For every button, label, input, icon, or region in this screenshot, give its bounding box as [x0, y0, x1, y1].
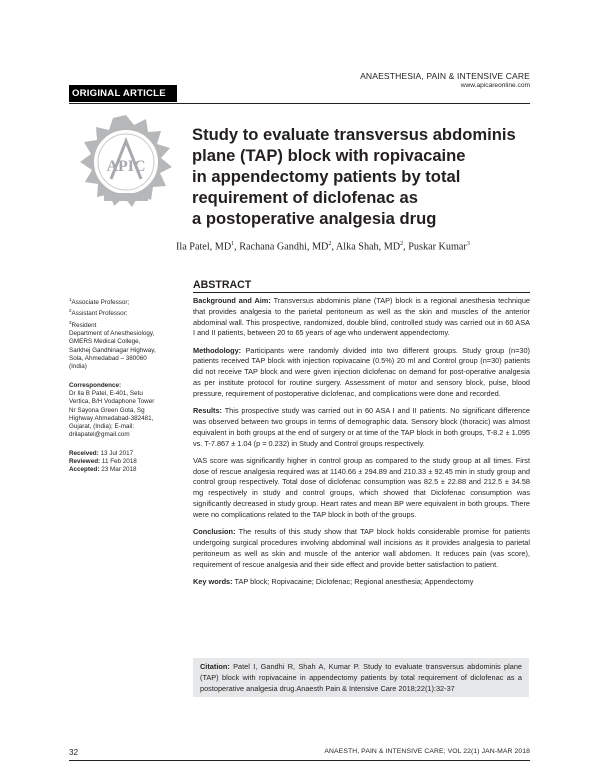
abstract-heading: ABSTRACT — [193, 279, 252, 291]
abstract-conclusion: Conclusion: The results of this study show that TAP block holds considerable promise for patients undergoing surgical procedures involving abdominal wall incisions as it provides analgesia to parietal peritoneum as well as skin and muscle of the anterior wall abdomen. It reduces pain (vas score), requirement of rescue analgesia and their side effect and provide better satisfaction to patient. — [193, 527, 530, 569]
correspondence-line: Highway Ahmedabad-382481, — [69, 414, 154, 422]
affiliation-line: $^1$Associate Professor; — [69, 297, 130, 307]
footer-rule — [69, 760, 530, 761]
department-line: Sola, Ahmedabad – 380060 — [69, 355, 147, 363]
department-line: (India) — [69, 363, 87, 371]
author-name: Alka Shah, MD — [335, 241, 401, 253]
logo-text: APIC — [106, 158, 146, 175]
author-affiliation-mark: 2 — [328, 241, 332, 247]
department-line: Department of Anesthesiology, — [69, 330, 155, 338]
citation-text: Patel I, Gandhi R, Shah A, Kumar P. Study to evaluate transversus abdominis plane (TAP) block with ropivacaine in appendectomy patients by total requirement of diclofenac as a postoperative analgesia drug.Anaesth Pain & Intensive Care 2018;22(1):32-37 — [200, 662, 522, 693]
abstract-body — [193, 296, 530, 594]
citation-box — [193, 658, 529, 697]
date-line: Accepted: 23 Mar 2018 — [69, 466, 137, 474]
abstract-results: Results: This prospective study was carried out in 60 ASA I and II patients. No significant difference was observed between two groups in terms of demographic data. Sensory block (thoracic) was almost equivalent in both groups at the end of surgery or at time of the TAP block in both groups, T-8.2 ± 1.095 vs. T-7.867 ± 1.04 (p = 0.232) in Study and Control groups respectively. — [193, 406, 530, 448]
page-number: 32 — [69, 748, 79, 757]
correspondence-label: Correspondence: — [69, 381, 122, 389]
citation-label: Citation: — [200, 662, 230, 671]
article-title — [192, 124, 537, 229]
correspondence-line: Nr Sayona Green Gota, Sg — [69, 406, 145, 414]
journal-name: ANAESTHESIA, PAIN & INTENSIVE CARE — [360, 71, 530, 81]
abstract-methodology: Methodology: Participants were randomly divided into two different groups. Study group (n=30) patients received TAP block with injection ropivacaine (0.5%) 20 ml and Control group (n=30) patients did not receive TAP block and were given injection diclofenac on demand for post-operative analgesia as per institute protocol for routine surgery. Assessment of motor and sensory block, pulse, blood pressure, requirement of postoperative diclofenac, and complications were done and recorded. — [193, 345, 530, 398]
title-line: Study to evaluate transversus abdominis — [192, 125, 516, 144]
correspondence-line: Gujarat, (India); E-mail: — [69, 423, 135, 431]
apic-seal-logo — [76, 113, 176, 213]
title-line: plane (TAP) block with ropivacaine — [192, 146, 466, 165]
correspondence-line: Dr Ila B Patel, E-401, Setu — [69, 389, 143, 397]
abstract-keywords: Key words: TAP block; Ropivacaine; Diclofenac; Regional anesthesia; Appendectomy — [193, 576, 474, 586]
correspondence-email[interactable]: drilapatel@gmail.com — [69, 431, 130, 439]
title-line: a postoperative analgesia drug — [192, 209, 437, 228]
department-line: GMERS Medical College, — [69, 338, 141, 346]
author-name: Puskar Kumar — [408, 241, 467, 253]
abstract-background: Background and Aim: Transversus abdominis plane (TAP) block is a regional anesthesia technique that provides analgesia to the parietal peritoneum as well as the skin and muscles of the anterior abdominal wall. This prospective, randomized, double blind, controlled study was carried out in 60 ASA I and II patients, between 20 to 65 years of age who underwent appendectomy. — [193, 296, 530, 338]
header-rule — [69, 103, 530, 104]
author-affiliation-mark: 3 — [466, 241, 470, 247]
title-line: requirement of diclofenac as — [192, 188, 418, 207]
sidebar-info — [69, 296, 169, 475]
footer-journal: ANAESTH, PAIN & INTENSIVE CARE; VOL 22(1) JAN-MAR 2018 — [324, 748, 530, 755]
correspondence-line: Vertica, B/H Vodaphone Tower — [69, 398, 155, 406]
author-name: Ila Patel, MD — [176, 241, 232, 253]
affiliation-line: $^2$Assistant Professor; — [69, 308, 128, 318]
affiliation-line: $^3$Resident — [69, 319, 97, 329]
author-name: Rachana Gandhi, MD — [239, 241, 329, 253]
date-line: Received: 13 Jul 2017 — [69, 449, 134, 457]
author-affiliation-mark: 1 — [231, 241, 235, 247]
article-type-badge: ORIGINAL ARTICLE — [69, 85, 177, 102]
abstract-rule — [193, 292, 530, 293]
department-line: Sarkhej Gandhinagar Highway, — [69, 346, 156, 354]
abstract-results-continued: VAS score was significantly higher in control group as compared to the study group at all times. First dose of rescue analgesia required was at 1140.66 ± 294.89 and 210.33 ± 92.45 min in study group and control group respectively. Total dose of diclofenac consumption was 82.5 ± 22.88 and 212.5 ± 34.58 mg respectively in study and control groups, which showed that Diclofenac consumption was significantly decreased in study group. Heart rates and mean BP were equivalent in both groups. There were no complications related to the TAP block in both of the groups. — [193, 455, 530, 519]
journal-website[interactable]: www.apicareonline.com — [460, 82, 530, 89]
author-list: Ila Patel, $MD^1$, Rachana Gandhi, $MD^2$, Alka Shah, $MD^2$, Puskar Kumar$^3$ — [176, 241, 470, 253]
author-affiliation-mark: 2 — [400, 241, 404, 247]
title-line: in appendectomy patients by total — [192, 167, 461, 186]
date-line: Reviewed: 11 Feb 2018 — [69, 458, 137, 466]
